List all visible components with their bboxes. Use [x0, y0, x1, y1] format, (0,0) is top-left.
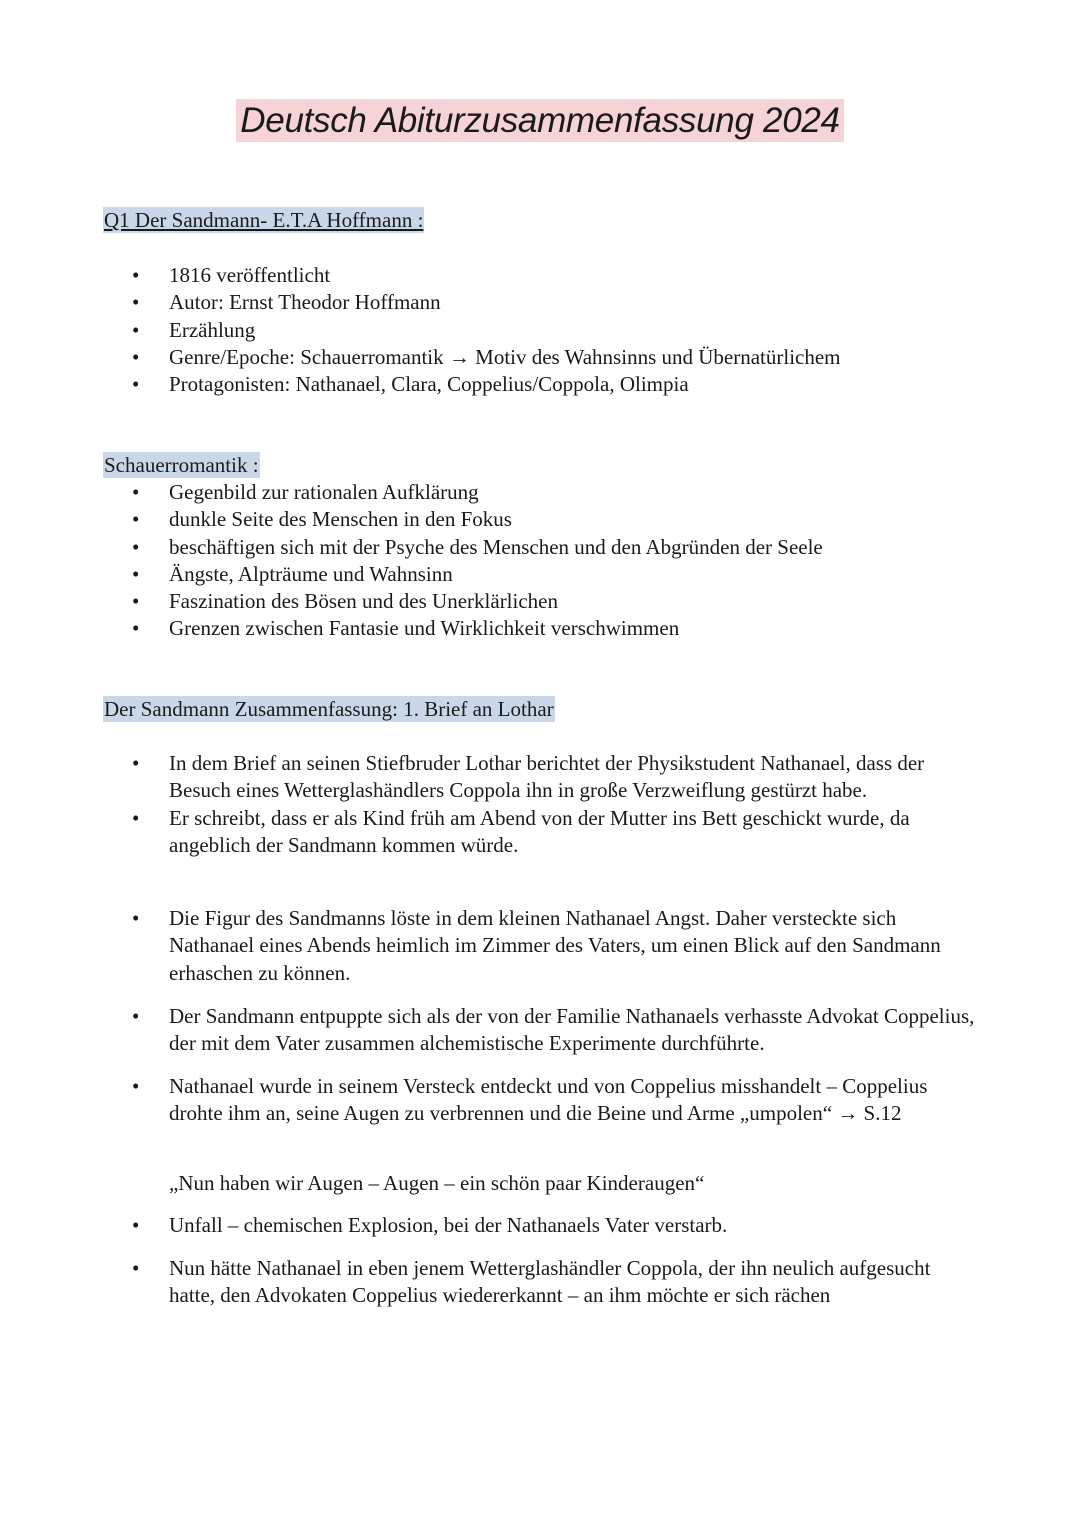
summary-list-b: [0, 905, 1080, 987]
bullet-icon: •: [132, 480, 140, 504]
list-item: • Genre/Epoche: Schauerromantik → Motiv des Wahnsinns und Übernatürlichem: [0, 344, 1080, 371]
summary-list-c: [0, 1003, 1080, 1058]
list-item: • Erzählung: [0, 317, 1080, 344]
list-item: • In dem Brief an seinen Stiefbruder Lothar berichtet der Physikstudent Nathanael, dass der Besuch eines Wetterglashändlers Coppola ihn in große Verzweiflung gestürzt habe.: [132, 751, 925, 803]
section-heading-schauerromantik: Schauerromantik :: [104, 453, 259, 477]
bullet-icon: •: [132, 561, 140, 586]
summary-list-e: [0, 1212, 1080, 1239]
bullet-icon: •: [132, 805, 140, 830]
bullet-icon: •: [132, 1256, 140, 1280]
bullet-icon: •: [132, 1213, 140, 1237]
list-item: • 1816 veröffentlicht: [0, 262, 1080, 289]
bullet-icon: •: [132, 263, 140, 287]
list-item: • Ängste, Alpträume und Wahnsinn: [0, 561, 1080, 588]
list-item: • Der Sandmann entpuppte sich als der von der Familie Nathanaels verhasste Advokat Coppelius, der mit dem Vater zusammen alchemistische Experimente durchführte.: [132, 1004, 975, 1056]
document-title-wrap: [0, 101, 1080, 141]
section-heading-sandmann: Q1 Der Sandmann- E.T.A Hoffmann :: [104, 208, 424, 232]
list-item: • beschäftigen sich mit der Psyche des Menschen und den Abgründen der Seele: [0, 534, 1080, 561]
bullet-icon: •: [132, 290, 140, 315]
bullet-icon: •: [132, 534, 140, 559]
list-item: • dunkle Seite des Menschen in den Fokus: [0, 506, 1080, 533]
list-item: • Nathanael wurde in seinem Versteck entdeckt und von Coppelius misshandelt – Coppelius drohte ihm an, seine Augen zu verbrennen und die Beine und Arme „umpolen“ → S.12: [132, 1074, 928, 1126]
bullet-icon: •: [132, 344, 140, 369]
list-item: • Unfall – chemischen Explosion, bei der Nathanaels Vater verstarb.: [0, 1212, 1080, 1239]
bullet-icon: •: [132, 507, 140, 532]
document-title: Deutsch Abiturzusammenfassung 2024: [236, 99, 843, 142]
list-item: • Faszination des Bösen und des Unerklärlichen: [0, 588, 1080, 615]
summary-list-a: [0, 750, 1080, 859]
list-item: • Gegenbild zur rationalen Aufklärung: [0, 479, 1080, 506]
section-heading-zusammenfassung: Der Sandmann Zusammenfassung: 1. Brief an Lothar: [104, 697, 554, 721]
bullet-icon: •: [132, 906, 140, 930]
schauerromantik-list: [0, 479, 1080, 643]
list-item: • Grenzen zwischen Fantasie und Wirklichkeit verschwimmen: [0, 615, 1080, 642]
bullet-icon: •: [132, 372, 140, 397]
list-item: • Er schreibt, dass er als Kind früh am Abend von der Mutter ins Bett geschickt wurde, da angeblich der Sandmann kommen würde.: [132, 805, 910, 857]
list-item: • Die Figur des Sandmanns löste in dem kleinen Nathanael Angst. Daher versteckte sich Nathanael eines Abends heimlich im Zimmer des Vaters, um einen Blick auf den Sandmann erhaschen zu können.: [132, 906, 941, 985]
list-item: • Protagonisten: Nathanael, Clara, Coppelius/Coppola, Olimpia: [0, 371, 1080, 398]
list-item: • Autor: Ernst Theodor Hoffmann: [0, 289, 1080, 316]
list-item: • Nun hätte Nathanael in eben jenem Wetterglashändler Coppola, der ihn neulich aufgesucht hatte, den Advokaten Coppelius wiedererkannt – an ihm möchte er sich rächen: [132, 1256, 931, 1308]
bullet-icon: •: [132, 751, 140, 775]
bullet-icon: •: [132, 589, 140, 614]
summary-list-d: [0, 1073, 1080, 1128]
bullet-icon: •: [132, 616, 140, 641]
bullet-icon: •: [132, 317, 140, 342]
summary-list-f: [0, 1255, 1080, 1310]
bullet-icon: •: [132, 1004, 140, 1028]
quote-text: „Nun haben wir Augen – Augen – ein schön paar Kinderaugen“: [169, 1171, 705, 1195]
facts-list: [0, 262, 1080, 398]
bullet-icon: •: [132, 1074, 140, 1098]
